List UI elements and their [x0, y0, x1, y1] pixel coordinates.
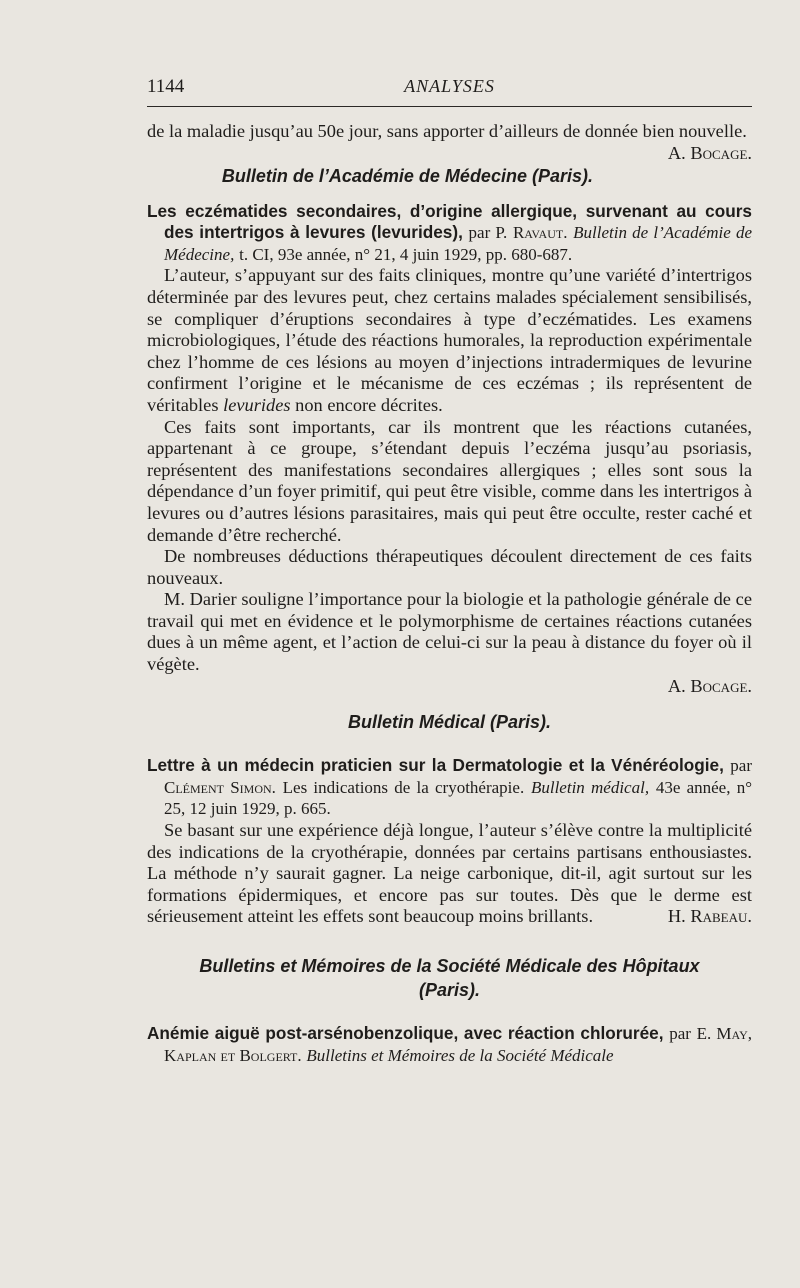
article-heading-eczematides [147, 201, 752, 266]
article-source-topic: Les indications de la cryothérapie. [282, 777, 525, 797]
article-source-details: t. CI, 93e année, n° 21, 4 juin 1929, pp. 680-687. [239, 244, 573, 264]
paragraph-4: M. Darier souligne l’importance pour la biologie et la pathologie générale de ce travail qui met en évidence et le polymorphisme de certaines réactions cutanées dues à un même agent, et l’action de celui-ci sur la peau à distance du foyer où il végète. [147, 589, 752, 675]
section-heading-bulletin-medical: Bulletin Médical (Paris). [347, 712, 552, 733]
signature-rabeau: H. Rabeau. [667, 906, 752, 927]
emphasis-levurides: levurides [223, 394, 291, 415]
spacer [147, 697, 752, 710]
article-heading-anemie [147, 1023, 752, 1066]
article-source-journal: Bulletin de l’Académie de Médecine, [164, 223, 752, 264]
section-heading-academie: Bulletin de l’Académie de Médecine (Paris). [221, 165, 593, 186]
running-title: ANALYSES [404, 76, 495, 96]
article-author: Clément Simon. [164, 777, 276, 797]
article-author-prefix: par [730, 756, 752, 776]
article-author: Ravaut. [512, 223, 568, 243]
spacer [147, 928, 752, 954]
spacer [147, 188, 752, 201]
paragraph-3: De nombreuses déductions thérapeutiques découlent directement de ces faits nouveaux. [147, 546, 752, 588]
running-header [147, 76, 752, 100]
paragraph-text: L’auteur, s’appuyant sur des faits cliniques, montre qu’une variété d’intertrigos déterminée par des levures peut, chez certains malades spécialement sensibilisés, se compliquer d’éruptions secondaires à type d’eczématides. Les examens microbiologiques, l’étude des réactions humorales, la reproduction expérimentale chez l’homme de ces lésions au moyen d’injections intradermiques de levurine confirment l’origine et le mécanisme de ces eczémas ; ils représentent de véritables [147, 265, 752, 415]
signature-bocage: A. Bocage. [667, 675, 752, 696]
article-source-details: 43e année, n° 25, 12 juin 1929, p. 665. [164, 777, 752, 819]
spacer [147, 1002, 752, 1023]
paragraph-text: non encore décrites. [295, 394, 443, 415]
page-number: 1144 [147, 76, 185, 97]
intro-text: de la maladie jusqu’au 50e jour, sans apporter d’ailleurs de donnée bien nouvelle. [147, 121, 747, 141]
article-source-journal: Bulletin médical, [530, 777, 650, 797]
article-source-journal: Bulletins et Mémoires de la Société Médicale [306, 1045, 614, 1065]
spacer [147, 734, 752, 755]
article-author-prefix: par [669, 1024, 691, 1043]
section-heading-line-2: (Paris). [418, 980, 481, 1000]
article-authors: E. May, Kaplan et Bolgert. [164, 1024, 752, 1065]
article-heading-lettre [147, 755, 752, 820]
section-heading-societe-medicale [147, 954, 752, 1002]
article-title: Les eczématides secondaires, d’origine allergique, survenant au cours des intertrigos à levures (levurides), [147, 200, 752, 243]
article-author-prefix: par P. [468, 223, 508, 243]
intro-signature: A. Bocage. [667, 142, 752, 163]
spacer [147, 143, 752, 164]
paragraph-text: Se basant sur une expérience déjà longue, l’auteur s’élève contre la multiplicité des indications de la cryothérapie, données par certains partisans enthousiastes. La méthode n’y saurait gagner. La neige carbonique, dit-il, agit surtout sur les formations épidermiques, et encore pas sur toutes. Dès que le derme est sérieusement atteint les effets sont beaucoup moins brillants. [147, 820, 752, 927]
intro-paragraph [147, 121, 752, 163]
article-title: Lettre à un médecin praticien sur la Dermatologie et la Vénéréologie, [147, 755, 724, 776]
text-column [147, 121, 752, 1066]
paragraph-cryotherapie [147, 820, 752, 928]
section-heading-line-1: Bulletins et Mémoires de la Société Médicale des Hôpitaux [199, 956, 700, 976]
paragraph-2: Ces faits sont importants, car ils montrent que les réactions cutanées, appartenant à ce groupe, s’étendant depuis l’eczéma jusqu’au psoriasis, représentent des manifestations secondaires allergiques ; elles sont sous la dépendance d’un foyer primitif, qui peut être visible, comme dans les intertrigos à levures ou d’autres lésions parasitaires, mais qui peut être occulte, rester caché et demande d’être recherché. [147, 416, 752, 545]
article-title: Anémie aiguë post-arsénobenzolique, avec réaction chlorurée, [147, 1023, 664, 1043]
header-rule [147, 106, 752, 107]
paragraph-1 [147, 265, 752, 416]
